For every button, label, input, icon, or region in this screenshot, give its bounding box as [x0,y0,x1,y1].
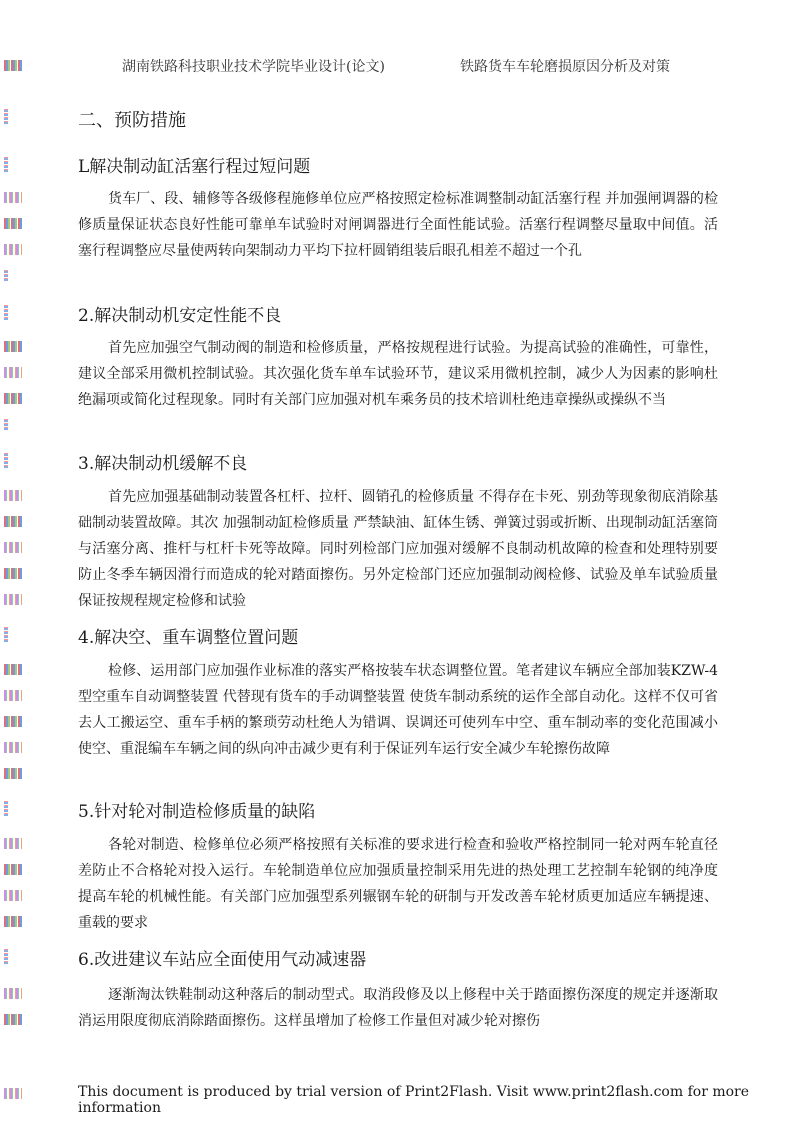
margin-artifact [4,690,22,701]
margin-artifact [4,419,8,430]
margin-artifact [4,594,22,605]
margin-artifact [4,542,22,553]
margin-artifact [4,742,22,753]
trial-watermark-footer: This document is produced by trial version of Print2Flash. Visit www.print2flash.com for more information [78,1084,750,1116]
item-heading: 4.解决空、重车调整位置问题 [78,628,299,648]
margin-artifact [4,393,22,404]
item-body [78,186,718,264]
margin-artifact [4,838,22,849]
item-heading: 3.解决制动机缓解不良 [78,454,248,474]
margin-artifact [4,108,8,124]
item-body [78,832,718,936]
margin-artifact [4,452,8,468]
item-paragraph: 逐渐淘汰铁鞋制动这种落后的制动型式。取消段修及以上修程中关于踏面擦伤深度的规定并逐渐取消运用限度彻底消除踏面擦伤。这样虽增加了检修工作量但对减少轮对擦伤 [78,987,718,1029]
page-header-right: 铁路货车车轮磨损原因分析及对策 [460,59,670,75]
margin-artifact [4,218,22,229]
item-paragraph: 检修、运用部门应加强作业标准的落实严格按装车状态调整位置。笔者建议车辆应全部加装KZW-4型空重车自动调整装置 代替现有货车的手动调整装置 使货车制动系统的运作全部自动化。这样不仅可省去人工搬运空、重车手柄的繁琐劳动杜绝人为错调、误调还可使列车中空、重车制动率的变化范围减小使空、重混编车车辆之间的纵向冲击减少更有利于保证列车运行安全减少车轮擦伤故障 [78,663,718,757]
item-body [78,484,718,614]
margin-artifact [4,270,8,281]
margin-artifact [4,768,22,779]
margin-artifact [4,626,8,642]
margin-artifact [4,716,22,727]
margin-artifact [4,490,22,501]
margin-artifact [4,664,22,675]
item-paragraph: 货车厂、段、辅修等各级修程施修单位应严格按照定检标准调整制动缸活塞行程 并加强闸调器的检修质量保证状态良好性能可靠单车试验时对闸调器进行全面性能试验。活塞行程调整尽量取中间值。活塞行程调整应尽量使两转向架制动力平均下拉杆圆销组装后眼孔相差不超过一个孔 [78,191,718,259]
page-header-left: 湖南铁路科技职业技术学院毕业设计(论文) [122,59,385,75]
item-body [78,658,718,762]
margin-artifact [4,341,22,352]
item-body [78,982,718,1034]
margin-artifact [4,367,22,378]
margin-artifact [4,192,22,203]
item-body [78,335,718,413]
margin-artifact [4,890,22,901]
margin-artifact [4,1014,22,1025]
margin-artifact [4,516,22,527]
margin-artifact [4,948,8,964]
margin-artifact [4,800,8,816]
item-heading: 6.改进建议车站应全面使用气动减速器 [78,950,367,970]
margin-artifact [4,304,8,320]
item-heading: 5.针对轮对制造检修质量的缺陷 [78,802,316,822]
item-paragraph: 各轮对制造、检修单位必须严格按照有关标准的要求进行检查和验收严格控制同一轮对两车轮直径差防止不合格轮对投入运行。车轮制造单位应加强质量控制采用先进的热处理工艺控制车轮钢的纯净度提高车轮的机械性能。有关部门应加强型系列辗钢车轮的研制与开发改善车轮材质更加适应车辆提速、重载的要求 [78,837,718,931]
margin-artifact [4,988,22,999]
item-paragraph: 首先应加强空气制动阀的制造和检修质量，严格按规程进行试验。为提高试验的准确性，可靠性，建议全部采用微机控制试验。其次强化货车单车试验环节，建议采用微机控制，减少人为因素的影响杜绝漏项或简化过程现象。同时有关部门应加强对机车乘务员的技术培训杜绝违章操纵或操纵不当 [78,340,718,408]
margin-artifact [4,156,8,172]
item-paragraph: 首先应加强基础制动装置各杠杆、拉杆、圆销孔的检修质量 不得存在卡死、别劲等现象彻底消除基础制动装置故障。其次 加强制动缸检修质量 严禁缺油、缸体生锈、弹簧过弱或折断、出现制动缸活塞筒与活塞分离、推杆与杠杆卡死等故障。同时列检部门应加强对缓解不良制动机故障的检查和处理特别要防止冬季车辆因滑行而造成的轮对踏面擦伤。另外定检部门还应加强制动阀检修、试验及单车试验质量保证按规程规定检修和试验 [78,489,718,609]
margin-artifact [4,568,22,579]
margin-artifact [4,1088,22,1099]
margin-artifact [4,244,22,255]
margin-artifact [4,864,22,875]
section-title: 二、预防措施 [78,110,186,131]
item-heading: 2.解决制动机安定性能不良 [78,306,282,326]
item-heading: L解决制动缸活塞行程过短问题 [78,157,311,177]
margin-artifact [4,916,22,927]
margin-artifact [4,60,22,71]
